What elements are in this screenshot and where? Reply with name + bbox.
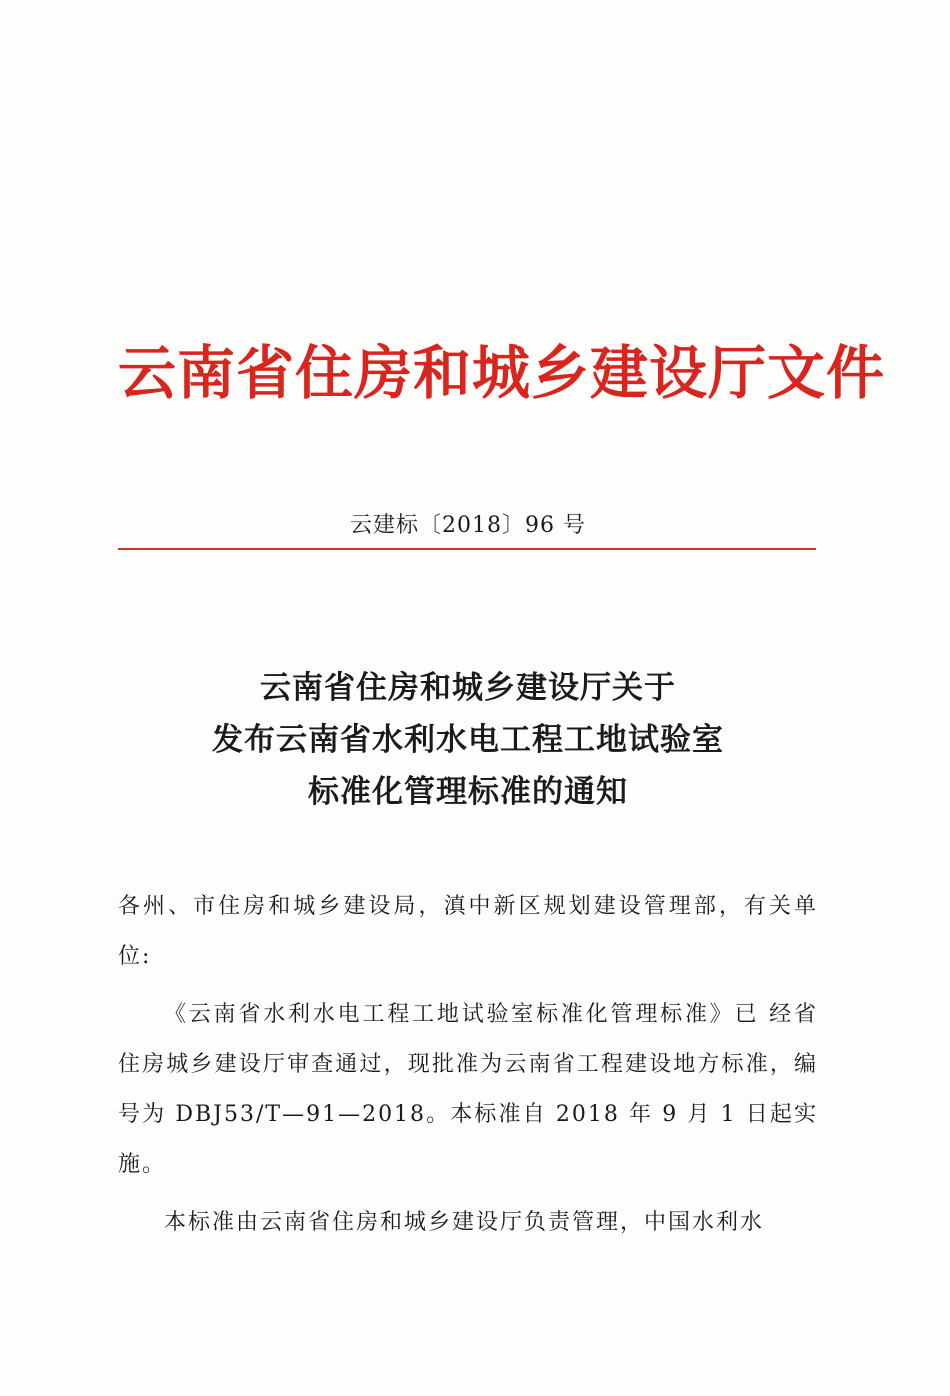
salutation: 各州、市住房和城乡建设局，滇中新区规划建设管理部，有关单位:: [118, 894, 818, 969]
document-body: [118, 882, 818, 1248]
title-line-1: 云南省住房和城乡建设厅关于: [260, 670, 676, 706]
body-paragraph-1: 《云南省水利水电工程工地试验室标准化管理标准》已 经省住房城乡建设厅审查通过，现批准为云南省工程建设地方标准，编号为 DBJ53/T—91—2018。本标准自 2018 年 9 月 1 日起实施。: [118, 1002, 818, 1177]
body-paragraph-2: 本标准由云南省住房和城乡建设厅负责管理，中国水利水: [164, 1210, 765, 1235]
document-title: [118, 662, 818, 818]
red-divider: [118, 548, 816, 550]
agency-banner: 云南省住房和城乡建设厅文件: [118, 339, 886, 407]
title-line-3: 标准化管理标准的通知: [308, 774, 628, 810]
title-line-2: 发布云南省水利水电工程工地试验室: [212, 722, 724, 758]
document-number: 云建标〔2018〕96 号: [350, 513, 586, 538]
